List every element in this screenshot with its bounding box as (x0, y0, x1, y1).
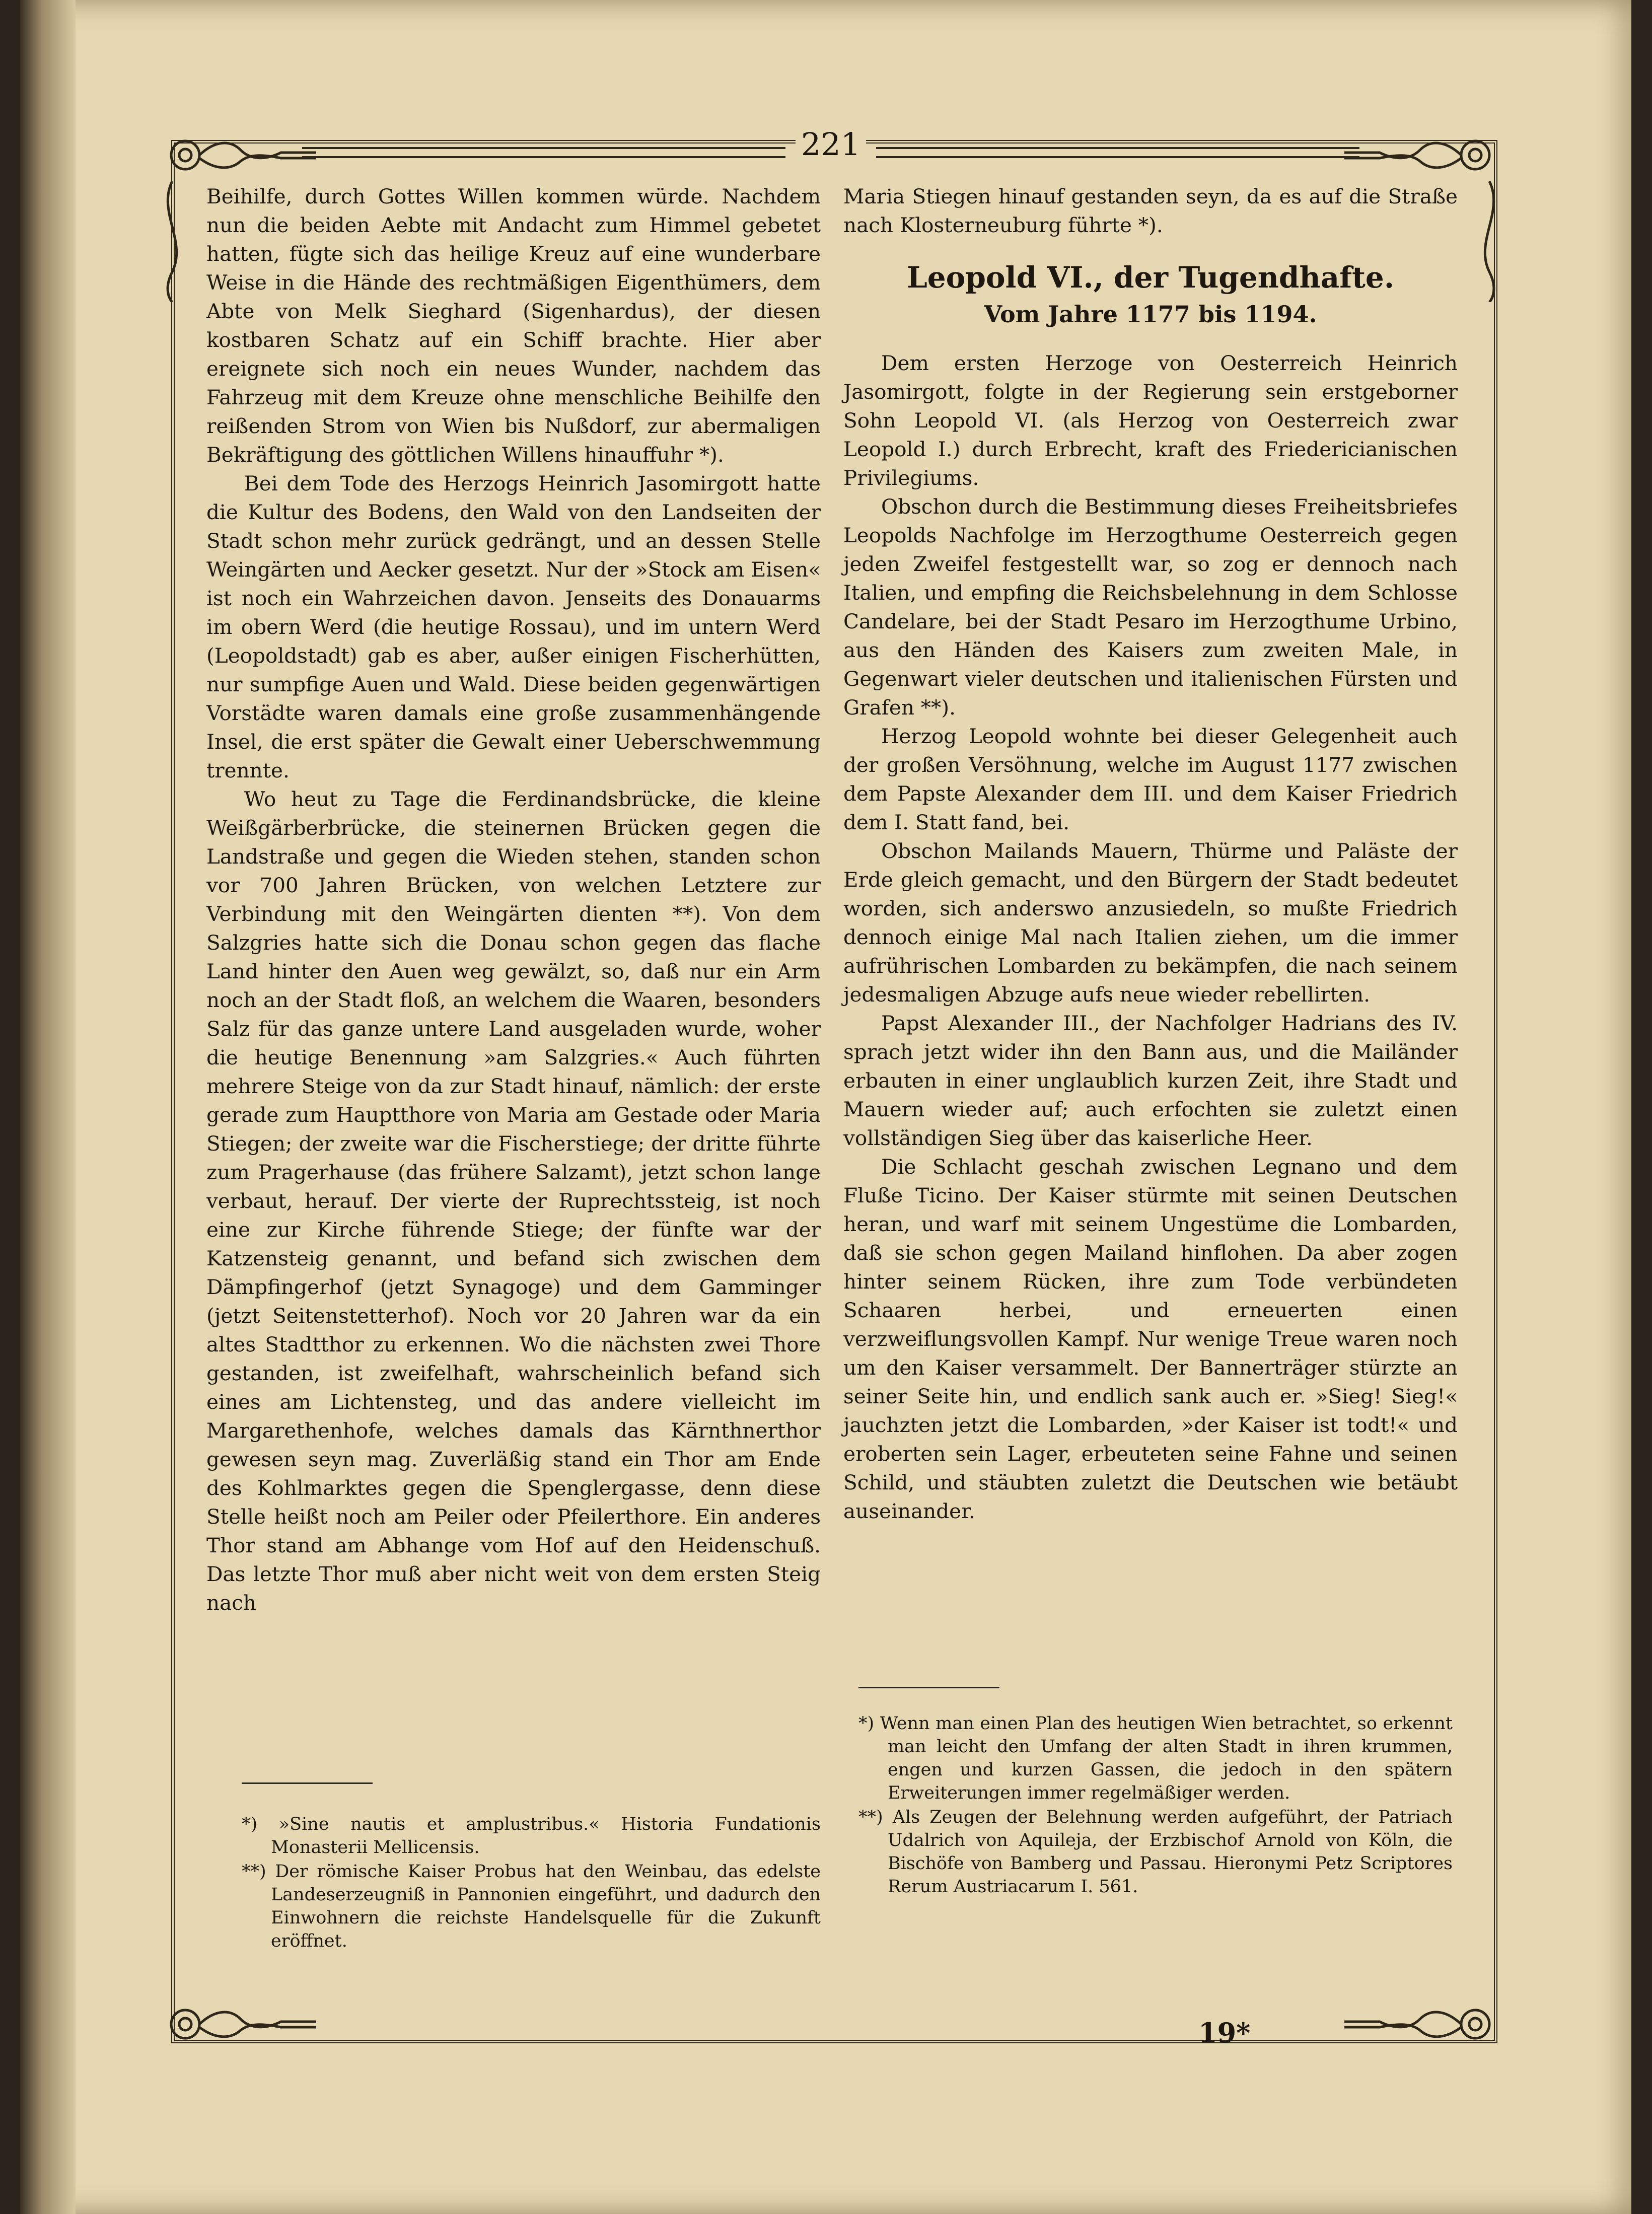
footnote: **) Der römische Kaiser Probus hat den Weinbau, das edelste Landeserzeugniß in Pannonien eingeführt, und dadurch den Einwohnern die reichste Handelsquelle für die Zukunft eröffnet. (242, 1862, 821, 1951)
paragraph: Wo heut zu Tage die Ferdinandsbrücke, die kleine Weißgärberbrücke, die steinernen Brücken gegen die Landstraße und gegen die Wieden stehen, standen schon vor 700 Jahren Brücken, von welchen Letztere zur Verbindung mit den Weingärten dienten **). Von dem Salzgries hatte sich die Donau schon gegen das flache Land hinter den Auen weg gewälzt, so, daß nur ein Arm noch an der Stadt floß, an welchem die Waaren, besonders Salz für das ganze untere Land ausgeladen wurde, woher die heutige Benennung »am Salzgries.« Auch führten mehrere Steige von da zur Stadt hinauf, nämlich: der erste gerade zum Hauptthore von Maria am Gestade oder Maria Stiegen; der zweite war die Fischerstiege; der dritte führte zum Pragerhause (das frühere Salzamt), jetzt schon lange verbaut, herauf. Der vierte der Ruprechtssteig, ist noch eine zur Kirche führende Stiege; der fünfte war der Katzensteig genannt, und befand sich zwischen dem Dämpfingerhof (jetzt Synagoge) und dem Gamminger (jetzt Seitenstetterhof). Noch vor 20 Jahren war da ein altes Stadtthor zu erkennen. Wo die nächsten zwei Thore gestanden, ist zweifelhaft, wahrscheinlich befand sich eines am Lichtensteg, und das andere vielleicht im Margarethenhofe, welches damals das Kärnthnerthor gewesen seyn mag. Zuverläßig stand ein Thor am Ende des Kohlmarktes gegen die Spenglergasse, denn diese Stelle heißt noch am Peiler oder Pfeilerthore. Ein anderes Thor stand am Abhange vom Hof auf den Heidenschuß. Das letzte Thor muß aber nicht weit von dem ersten Steig nach (206, 787, 821, 1615)
paragraph: Bei dem Tode des Herzogs Heinrich Jasomirgott hatte die Kultur des Bodens, den Wald von den Landseiten der Stadt schon mehr zurück gedrängt, und an dessen Stelle Weingärten und Aecker gesetzt. Nur der »Stock am Eisen« ist noch ein Wahrzeichen davon. Jenseits des Donauarms im obern Werd (die heutige Rossau), und im untern Werd (Leopoldstadt) gab es aber, außer einigen Fischerhütten, nur sumpfige Auen und Wald. Diese beiden gegenwärtigen Vorstädte waren damals eine große zusammenhängende Insel, die erst später die Gewalt einer Ueberschwemmung trennte. (206, 471, 821, 782)
right-footnotes (858, 1712, 1453, 1899)
book-spine (20, 0, 76, 2214)
right-text-column (843, 182, 1458, 1526)
chapter-subtitle: Vom Jahre 1177 bis 1194. (984, 301, 1317, 328)
left-text-column (206, 182, 821, 1617)
right-side-ornament-icon (1474, 181, 1504, 302)
bottom-right-ornament-icon (1344, 1994, 1505, 2054)
paragraph: Die Schlacht geschah zwischen Legnano und dem Fluße Ticino. Der Kaiser stürmte mit seinen Deutschen heran, und warf mit seinem Ungestüme die Lombarden, daß sie schon gegen Mailand hinflohen. Da aber zogen hinter seinem Rücken, ihre zum Tode verbündeten Schaaren herbei, und erneuerten einen verzweiflungsvollen Kampf. Nur wenige Treue waren noch um den Kaiser versammelt. Der Bannerträger stürzte an seiner Seite hin, und endlich sank auch er. »Sieg! Sieg!« jauchzten jetzt die Lombarden, »der Kaiser ist todt!« und eroberten sein Lager, erbeuteten seine Fahne und seinen Schild, und stäubten zuletzt die Deutschen wie betäubt auseinander. (843, 1155, 1458, 1523)
top-left-ornament-icon (155, 125, 316, 185)
left-footnotes (242, 1813, 821, 1954)
paragraph: Maria Stiegen hinauf gestanden seyn, da es auf die Straße nach Klosterneuburg führte *). (843, 184, 1458, 237)
signature-mark: 19* (1198, 2017, 1251, 2049)
footnote: *) Wenn man einen Plan des heutigen Wien betrachtet, so erkennt man leicht den Umfang der alten Stadt in ihren krummen, engen und kurzen Gassen, die jedoch in den spätern Erweiterungen immer regelmäßiger werden. (858, 1713, 1453, 1803)
book-page (20, 0, 1631, 2214)
footnote: **) Als Zeugen der Belehnung werden aufgeführt, der Patriach Udalrich von Aquileja, der Erzbischof Arnold von Köln, die Bischöfe von Bamberg und Passau. Hieronymi Petz Scriptores Rerum Austriacarum I. 561. (858, 1807, 1453, 1897)
bottom-left-ornament-icon (155, 1994, 316, 2054)
page-number: 221 (796, 126, 866, 163)
paragraph: Beihilfe, durch Gottes Willen kommen würde. Nachdem nun die beiden Aebte mit Andacht zum Himmel gebetet hatten, fügte sich das heilige Kreuz auf eine wunderbare Weise in die Hände des rechtmäßigen Eigenthümers, dem Abte von Melk Sieghard (Sigenhardus), der diesen kostbaren Schatz auf ein Schiff brachte. Hier aber ereignete sich noch ein neues Wunder, nachdem das Fahrzeug mit dem Kreuze ohne menschliche Beihilfe den reißenden Strom von Wien bis Nußdorf, zur abermaligen Bekräftigung des göttlichen Willens hinauffuhr *). (206, 184, 821, 467)
paragraph: Papst Alexander III., der Nachfolger Hadrians des IV. sprach jetzt wider ihn den Bann aus, und die Mailänder erbauten in einer unglaublich kurzen Zeit, ihre Stadt und Mauern wieder auf; auch erfochten sie zuletzt einen vollständigen Sieg über das kaiserliche Heer. (843, 1011, 1458, 1150)
paragraph: Herzog Leopold wohnte bei dieser Gelegenheit auch der großen Versöhnung, welche im August 1177 zwischen dem Papste Alexander dem III. und dem Kaiser Friedrich dem I. Statt fand, bei. (843, 724, 1458, 834)
footnote: *) »Sine nautis et amplustribus.« Historia Fundationis Monasterii Mellicensis. (242, 1814, 821, 1858)
paragraph: Obschon durch die Bestimmung dieses Freiheitsbriefes Leopolds Nachfolge im Herzogthume Oesterreich gegen jeden Zweifel festgestellt war, so zog er dennoch nach Italien, und empfing die Reichsbelehnung in dem Schlosse Candelare, bei der Stadt Pesaro im Herzogthume Urbino, aus den Händen des Kaisers zum zweiten Male, in Gegenwart vieler deutschen und italienischen Fürsten und Grafen **). (843, 494, 1458, 720)
paragraph: Obschon Mailands Mauern, Thürme und Paläste der Erde gleich gemacht, und den Bürgern der Stadt bedeutet worden, sich anderswo anzusiedeln, so mußte Friedrich dennoch einige Mal nach Italien ziehen, um die immer aufrührischen Lombarden zu bekämpfen, die nach seinem jedesmaligen Abzuge aufs neue wieder rebellirten. (843, 839, 1458, 1007)
header-rule-left (302, 147, 785, 158)
top-right-ornament-icon (1344, 125, 1505, 185)
chapter-title: Leopold VI., der Tugendhafte. (906, 260, 1395, 295)
footnote-divider (242, 1782, 373, 1784)
header-rule-right (876, 147, 1359, 158)
paragraph: Dem ersten Herzoge von Oesterreich Heinrich Jasomirgott, folgte in der Regierung sein erstgeborner Sohn Leopold VI. (als Herzog von Oesterreich zwar Leopold I.) durch Erbrecht, kraft des Friedericianischen Privilegiums. (843, 351, 1458, 490)
footnote-divider (858, 1687, 999, 1688)
left-side-ornament-icon (157, 181, 187, 302)
